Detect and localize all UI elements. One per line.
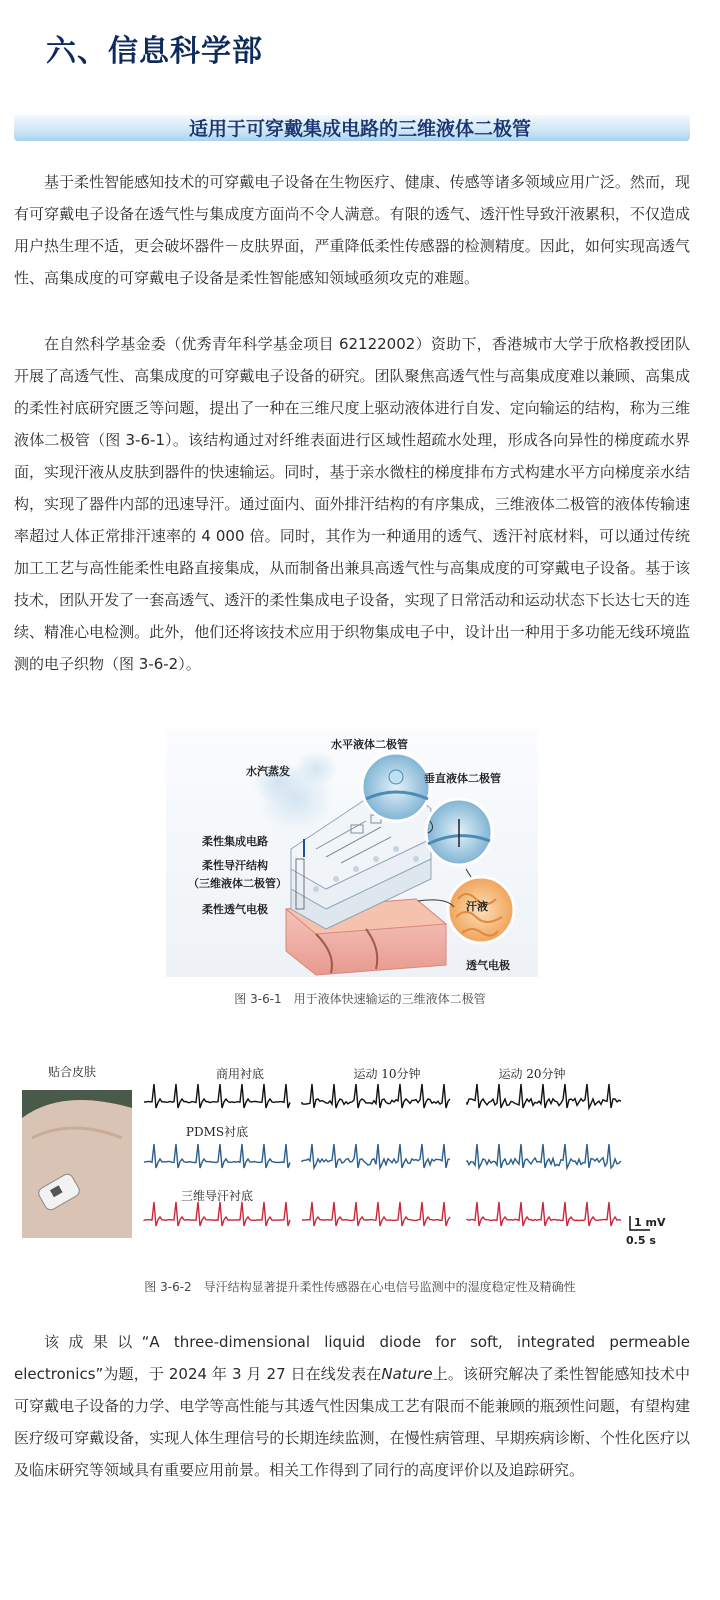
label-3d-liquid-diode: （三维液体二极管） <box>188 877 287 890</box>
row-label-3d-sweat: 三维导汗衬底 <box>180 1189 254 1203</box>
paragraph-2 <box>14 328 690 680</box>
paragraph-1 <box>14 166 690 294</box>
ecg-trace-row2-col3 <box>467 1144 621 1168</box>
paragraph-3 <box>14 1326 690 1486</box>
ecg-trace-row2-col1 <box>144 1144 290 1168</box>
closing-text-2: 上。该研究解决了柔性智能感知技术中可穿戴电子设备的力学、电学等高性能与其透气性因集成工艺有限而不能兼顾的瓶颈性问题，有望构建医疗级可穿戴设备，实现人体生理信号的长期连续监测，在慢性病管理、早期疾病诊断、个性化医疗以及临床研究等领域具有重要应用前景。相关工作得到了同行的高度评价以及追踪研究。 <box>14 1365 690 1479</box>
label-sweat: 汗液 <box>466 900 488 913</box>
label-flex-circuit: 柔性集成电路 <box>202 835 268 848</box>
paragraph-text: 在自然科学基金委（优秀青年科学基金项目 62122002）资助下，香港城市大学于欣格教授团队开展了高透气性、高集成度的可穿戴电子设备的研究。团队聚焦高透气性与高集成度难以兼顾、高集成的柔性衬底研究匮乏等问题，提出了一种在三维尺度上驱动液体进行自发、定向输运的结构，称为三维液体二极管（图 3-6-1）。该结构通过对纤维表面进行区域性超疏水处理，形成各向异性的梯度疏水界面，实现汗液从皮肤到器件的快速输运。同时，基于亲水微柱的梯度排布方式构建水平方向梯度亲水结构，实现了器件内部的迅速导汗。通过面内、面外排汗结构的有序集成，三维液体二极管的液体传输速率超过人体正常排汗速率的 4 000 倍。同时，其作为一种通用的透气、透汗衬底材料，可以通过传统加工工艺与高性能柔性电路直接集成，从而制备出兼具高透气性与高集成度的可穿戴电子设备。基于该技术，团队开发了一套高透气、透汗的柔性集成电子设备，实现了日常活动和运动状态下长达七天的连续、精准心电检测。此外，他们还将该技术应用于织物集成电子中，设计出一种用于多功能无线环境监测的电子织物（图 3-6-2）。 <box>14 335 690 673</box>
row-label-pdms: PDMS衬底 <box>185 1125 249 1139</box>
scale-mv: 1 mV <box>634 1216 666 1229</box>
figure-1-caption: 图 3-6-1 用于液体快速输运的三维液体二极管 <box>234 992 486 1006</box>
label-vapor: 水汽蒸发 <box>246 765 290 778</box>
ecg-trace-row2-col2 <box>302 1144 450 1168</box>
ecg-trace-row1-col2 <box>302 1084 450 1108</box>
ecg-comparison-figure <box>22 1058 702 1258</box>
label-flex-electrode: 柔性透气电极 <box>202 903 268 916</box>
label-flex-sweat-structure: 柔性导汗结构 <box>202 859 268 872</box>
journal-name: Nature <box>381 1365 433 1383</box>
ecg-trace-row3-col2 <box>302 1202 450 1226</box>
article-title: 适用于可穿戴集成电路的三维液体二极管 <box>188 118 531 140</box>
ecg-trace-row1-col3 <box>467 1084 621 1108</box>
ecg-trace-row3-col3 <box>467 1202 621 1226</box>
skin-photo <box>22 1090 132 1238</box>
col-header-exercise-20: 运动 20分钟 <box>498 1067 566 1081</box>
col-header-commercial: 商用衬底 <box>215 1067 265 1081</box>
ecg-traces <box>144 1084 621 1226</box>
label-vertical-diode: 垂直液体二极管 <box>424 772 501 785</box>
label-horizontal-diode: 水平液体二极管 <box>331 738 408 751</box>
paragraph-text: 基于柔性智能感知技术的可穿戴电子设备在生物医疗、健康、传感等诸多领域应用广泛。然而，现有可穿戴电子设备在透气性与集成度方面尚不令人满意。有限的透气、透汗性导致汗液累积，不仅造成用户热生理不适，更会破坏器件－皮肤界面，严重降低柔性传感器的检测精度。因此，如何实现高透气性、高集成度的可穿戴电子设备是柔性智能感知领域亟须攻克的难题。 <box>14 173 690 287</box>
figure-3-6-1 <box>166 729 538 977</box>
label-breathable-electrode: 透气电极 <box>466 959 510 972</box>
paragraph-text <box>14 1326 690 1486</box>
liquid-diode-illustration <box>166 729 538 977</box>
ecg-trace-row1-col1 <box>144 1084 290 1108</box>
figure-2-caption: 图 3-6-2 导汗结构显著提升柔性传感器在心电信号监测中的湿度稳定性及精确性 <box>144 1280 576 1294</box>
figure-3-6-2 <box>22 1058 702 1258</box>
scale-s: 0.5 s <box>626 1234 656 1247</box>
section-title: 六、信息科学部 <box>46 34 263 69</box>
ecg-trace-row3-col1 <box>144 1202 290 1226</box>
closing-text-1: 该成果以“A three-dimensional liquid diode for soft, integrated permeable electronics”为题，于 2024 年 3 月 27 日在线发表在 <box>14 1333 690 1383</box>
photo-label: 贴合皮肤 <box>48 1065 97 1079</box>
col-header-exercise-10: 运动 10分钟 <box>353 1067 421 1081</box>
